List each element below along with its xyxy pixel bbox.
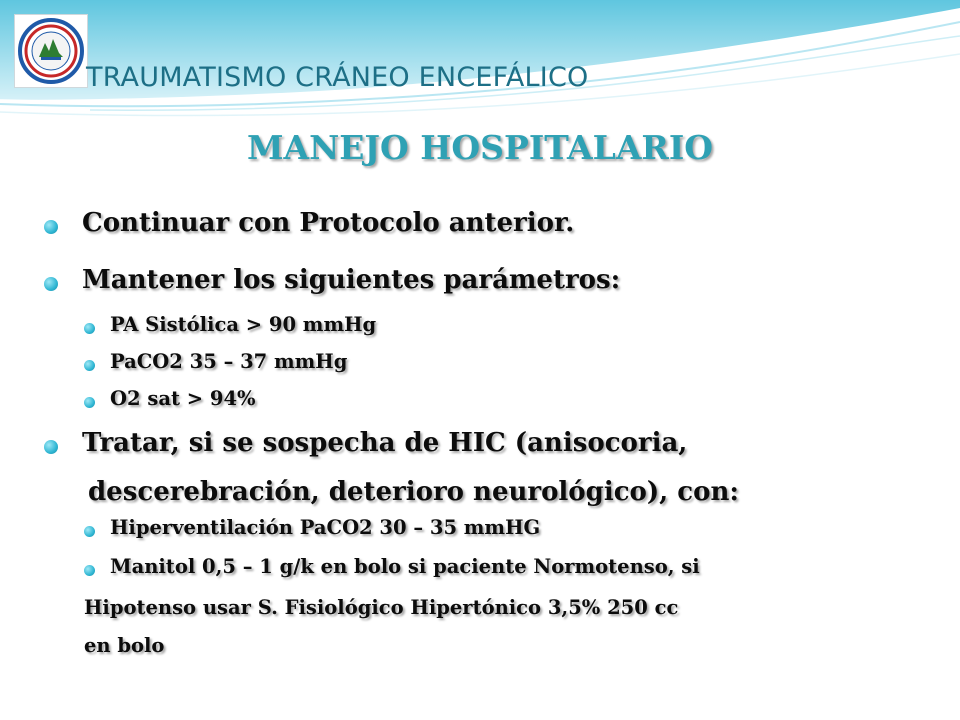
bullet-item: Mantener los siguientes parámetros: — [82, 265, 621, 295]
sub-bullet-item-continuation: en bolo — [84, 634, 165, 657]
sub-bullet-item: PaCO2 35 – 37 mmHg — [110, 350, 348, 373]
sub-bullet-item: Hiperventilación PaCO2 30 – 35 mmHG — [110, 516, 541, 539]
bullet-item-continuation: descerebración, deterioro neurológico), con: — [88, 477, 739, 507]
slide-heading: MANEJO HOSPITALARIO — [246, 128, 714, 167]
sub-bullet-icon — [84, 397, 95, 408]
bullet-item: Tratar, si se sospecha de HIC (anisocoria, — [82, 428, 688, 458]
presentation-title: TRAUMATISMO CRÁNEO ENCEFÁLICO — [86, 62, 589, 93]
sub-bullet-icon — [84, 526, 95, 537]
bullet-icon — [44, 220, 58, 234]
sub-bullet-icon — [84, 323, 95, 334]
institution-logo — [14, 14, 88, 88]
institution-seal-icon — [15, 15, 87, 87]
bullet-item: Continuar con Protocolo anterior. — [82, 208, 575, 238]
sub-bullet-item: PA Sistólica > 90 mmHg — [110, 313, 377, 336]
sub-bullet-icon — [84, 565, 95, 576]
bullet-icon — [44, 277, 58, 291]
sub-bullet-icon — [84, 360, 95, 371]
sub-bullet-item-continuation: Hipotenso usar S. Fisiológico Hipertónico 3,5% 250 cc — [84, 596, 679, 619]
bullet-icon — [44, 440, 58, 454]
sub-bullet-item: Manitol 0,5 – 1 g/k en bolo si paciente Normotenso, si — [110, 555, 700, 578]
sub-bullet-item: O2 sat > 94% — [110, 387, 256, 410]
